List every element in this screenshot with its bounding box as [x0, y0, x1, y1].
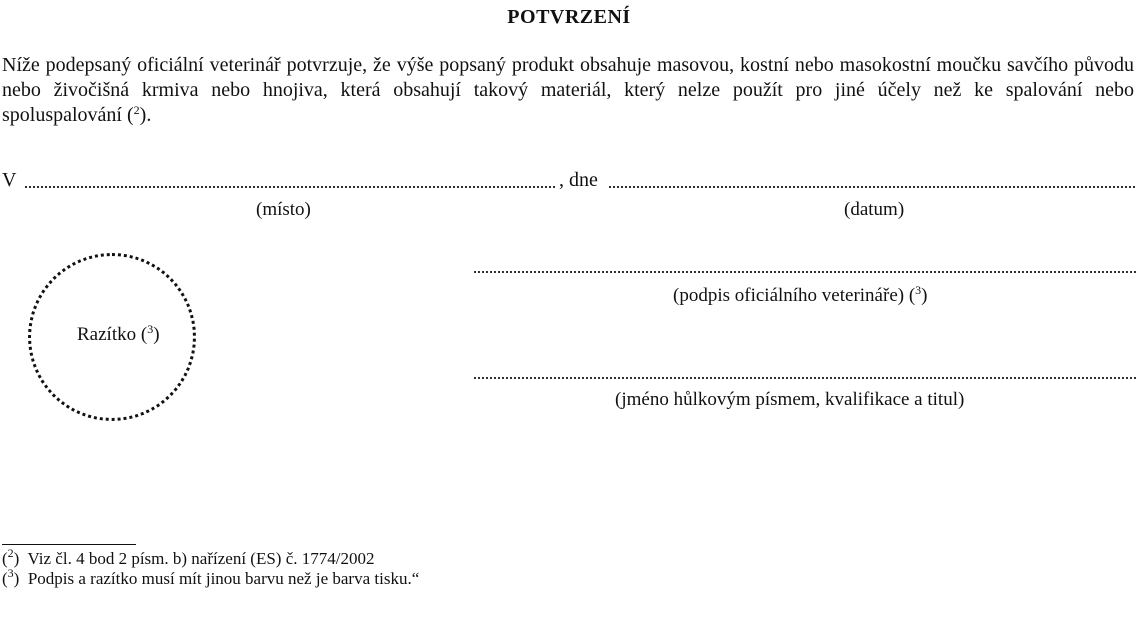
- date-prefix: , dne: [559, 169, 598, 191]
- place-label: (místo): [256, 199, 311, 220]
- footnote-2: ($^2$) Viz čl. 4 bod 2 písm. b) nařízení (ES) č. 1774/2002: [2, 546, 375, 568]
- signature-dotted-line[interactable]: [473, 271, 1136, 273]
- place-dotted-field[interactable]: [24, 186, 557, 188]
- name-label: (jméno hůlkovým písmem, kvalifikace a titul): [615, 389, 965, 410]
- document-title: POTVRZENÍ: [507, 6, 631, 28]
- name-dotted-line[interactable]: [473, 377, 1136, 379]
- footnote-2-mark: 2: [7, 546, 14, 560]
- footnote-separator: [2, 544, 136, 545]
- place-date-line: [2, 169, 1136, 193]
- signature-label-text: (podpis oficiálního veterináře): [673, 285, 905, 306]
- certification-paragraph: Níže podepsaný oficiální veterinář potvrzuje, že výše popsaný produkt obsahuje masovou, kostní nebo masokostní moučku savčího původu nebo živočišná krmiva nebo hnojiva, která obsahují takový materiál, který nelze použít pro jiné účely než ke spalování nebo spoluspalování ($^2$).: [2, 54, 1134, 126]
- footnote-ref-3-stamp: 3: [147, 322, 154, 336]
- stamp-label-text: Razítko: [77, 324, 137, 345]
- date-dotted-field[interactable]: [608, 186, 1136, 188]
- paragraph-end: .: [146, 104, 152, 126]
- footnote-3-mark: 3: [7, 566, 14, 580]
- footnote-3: ($^3$) Podpis a razítko musí mít jinou barvu než je barva tisku.“: [2, 566, 420, 588]
- date-label: (datum): [844, 199, 905, 220]
- footnote-ref-3-signature: 3: [915, 283, 922, 297]
- footnote-ref-2: 2: [133, 103, 140, 117]
- signature-label: (podpis oficiálního veterináře) ($^3$): [673, 283, 928, 306]
- footnote-3-text: Podpis a razítko musí mít jinou barvu než je barva tisku.“: [27, 569, 420, 588]
- place-prefix: V: [2, 169, 17, 191]
- footnote-2-text: Viz čl. 4 bod 2 písm. b) nařízení (ES) č. 1774/2002: [27, 549, 375, 568]
- stamp-label: Razítko ($^3$): [77, 322, 160, 345]
- certification-text: Níže podepsaný oficiální veterinář potvrzuje, že výše popsaný produkt obsahuje masovou, kostní nebo masokostní moučku savčího původu nebo živočišná krmiva nebo hnojiva, která obsahují takový materiál, který nelze použít pro jiné účely než ke spalování nebo spoluspalování: [2, 54, 1134, 126]
